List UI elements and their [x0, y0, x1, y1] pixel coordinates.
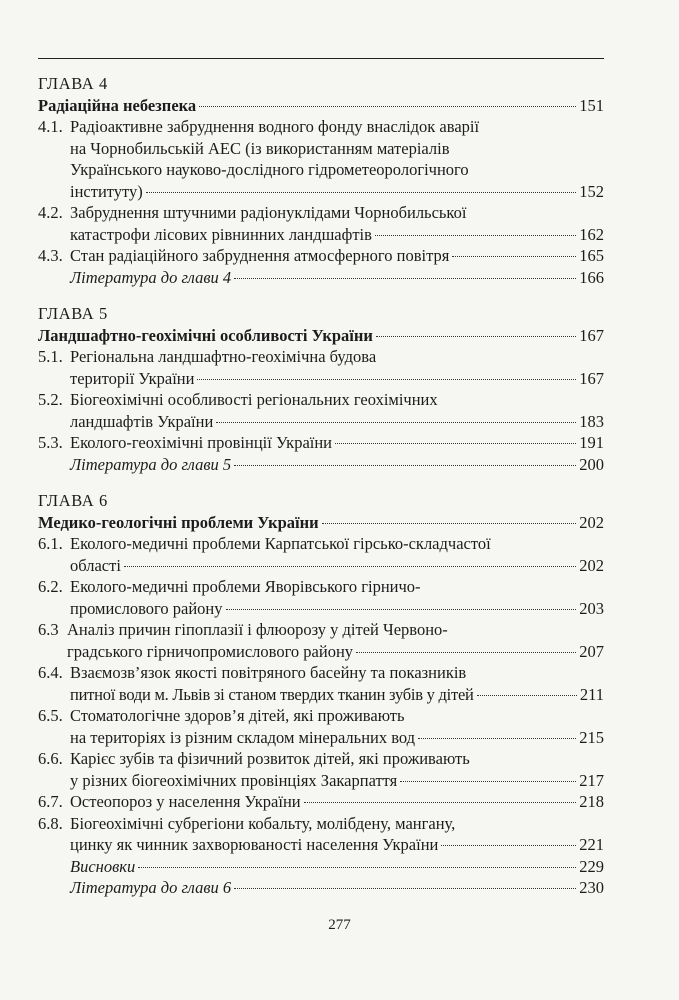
- dot-leader: [146, 192, 576, 193]
- page-ref: 152: [579, 181, 604, 201]
- dot-leader: [400, 781, 576, 782]
- section-number: 6.2.: [38, 577, 63, 596]
- dot-leader: [234, 278, 576, 279]
- chapter-title: Радіаційна небезпека: [38, 95, 197, 115]
- section-number: 6.8.: [38, 813, 63, 833]
- toc-entry[interactable]: [38, 748, 604, 791]
- toc-entry[interactable]: [38, 705, 604, 748]
- page-ref: 151: [579, 95, 604, 115]
- section-number: 5.1.: [38, 347, 63, 366]
- chapter-title-entry[interactable]: [38, 325, 604, 347]
- entry-text-line: цинку як чинник захворюваності населення України: [70, 835, 439, 854]
- page-ref: 230: [579, 878, 604, 897]
- header-rule: [38, 58, 604, 59]
- section-number: 5.2.: [38, 390, 63, 409]
- table-of-contents: [38, 73, 604, 899]
- entry-text-line: інституту): [70, 181, 143, 201]
- entry-text-line: Остеопороз у населення України: [70, 792, 301, 811]
- entry-text-line: Регіональна ландшафтно-геохімічна будова: [70, 347, 377, 366]
- chapter-title-entry[interactable]: [38, 95, 604, 117]
- section-number: 4.3.: [38, 246, 63, 265]
- dot-leader: [418, 738, 576, 739]
- entry-text-line: Біогеохімічні субрегіони кобальту, молібдену, мангану,: [70, 813, 456, 833]
- entry-text-line: Радіоактивне забруднення водного фонду внаслідок аварії: [70, 117, 480, 136]
- dot-leader: [322, 523, 577, 524]
- dot-leader: [138, 867, 576, 868]
- chapter-5: [38, 303, 604, 475]
- entry-text-line: території України: [70, 368, 195, 388]
- toc-entry[interactable]: [38, 346, 604, 389]
- section-number: 6.6.: [38, 749, 63, 768]
- toc-entry[interactable]: [38, 245, 604, 267]
- section-number: 4.1.: [38, 117, 63, 136]
- entry-text-line: Еколого-медичні проблеми Карпатської гірсько-складчастої: [70, 534, 491, 553]
- entry-text-line: питної води м. Львів зі станом твердих тканин зубів у дітей: [70, 684, 474, 704]
- page-number: 277: [328, 917, 351, 933]
- page-ref: 202: [579, 555, 604, 575]
- chapter-title: Ландшафтно-геохімічні особливості України: [38, 325, 373, 345]
- chapter-6: [38, 490, 604, 899]
- dot-leader: [226, 609, 577, 610]
- entry-text-line: Забруднення штучними радіонуклідами Чорнобильської: [70, 203, 467, 222]
- chapter-title: Медико-геологічні проблеми України: [38, 512, 319, 532]
- page-ref: 162: [579, 224, 604, 244]
- dot-leader: [441, 845, 576, 846]
- chapter-label: ГЛАВА 5: [38, 304, 108, 323]
- toc-entry[interactable]: [38, 791, 604, 813]
- dot-leader: [452, 256, 576, 257]
- section-number: 4.2.: [38, 203, 63, 222]
- dot-leader: [477, 695, 577, 696]
- dot-leader: [124, 566, 576, 567]
- entry-text-line: Еколого-геохімічні провінції України: [70, 433, 333, 452]
- literature-entry[interactable]: [38, 877, 604, 899]
- section-number: 5.3.: [38, 433, 63, 452]
- literature-entry[interactable]: [38, 267, 604, 289]
- page-ref: 215: [579, 727, 604, 747]
- conclusions-label: Висновки: [70, 856, 136, 876]
- literature-label: Література до глави 6: [70, 878, 232, 897]
- dot-leader: [335, 443, 576, 444]
- entry-text-line: промислового району: [70, 598, 223, 618]
- section-number: 6.3: [38, 620, 59, 639]
- dot-leader: [376, 336, 576, 337]
- page-ref: 207: [579, 641, 604, 661]
- entry-text-line: катастрофи лісових рівнинних ландшафтів: [70, 224, 372, 244]
- literature-entry[interactable]: [38, 454, 604, 476]
- page-ref: 167: [579, 325, 604, 345]
- page-ref: 183: [579, 411, 604, 431]
- toc-entry[interactable]: [38, 116, 604, 202]
- chapter-title-entry[interactable]: [38, 512, 604, 534]
- section-number: 6.4.: [38, 663, 63, 682]
- entry-text-line: області: [70, 555, 121, 575]
- toc-entry[interactable]: [38, 662, 604, 705]
- toc-entry[interactable]: [38, 576, 604, 619]
- dot-leader: [375, 235, 576, 236]
- page-ref: 203: [579, 598, 604, 618]
- entry-text-line: Еколого-медичні проблеми Яворівського гірничо-: [70, 577, 421, 596]
- entry-text-line: на Чорнобильській АЕС (із використанням матеріалів: [70, 138, 450, 158]
- page-ref: 217: [579, 770, 604, 790]
- page-ref: 211: [579, 684, 604, 704]
- chapter-label: ГЛАВА 4: [38, 74, 108, 93]
- section-number: 6.5.: [38, 706, 63, 725]
- toc-entry[interactable]: [38, 619, 604, 662]
- section-number: 6.7.: [38, 792, 63, 811]
- chapter-4: [38, 73, 604, 288]
- dot-leader: [199, 106, 576, 107]
- entry-text-line: ландшафтів України: [70, 411, 214, 431]
- dot-leader: [234, 888, 576, 889]
- page-ref: 221: [579, 835, 604, 854]
- page-ref: 202: [579, 512, 604, 532]
- page-ref: 191: [579, 433, 604, 452]
- entry-text-line: Стан радіаційного забруднення атмосферного повітря: [70, 246, 450, 265]
- literature-label: Література до глави 4: [70, 267, 232, 287]
- toc-entry[interactable]: [38, 533, 604, 576]
- dot-leader: [356, 652, 576, 653]
- toc-entry[interactable]: [38, 389, 604, 432]
- toc-entry[interactable]: [38, 813, 604, 856]
- dot-leader: [304, 802, 577, 803]
- toc-entry[interactable]: [38, 432, 604, 454]
- entry-text-line: у різних біогеохімічних провінціях Закарпаття: [70, 770, 398, 790]
- entry-text-line: Карієс зубів та фізичний розвиток дітей, які проживають: [70, 749, 470, 768]
- entry-text-line: на територіях із різним складом мінеральних вод: [70, 727, 416, 747]
- page-ref: 166: [579, 267, 604, 287]
- entry-text-line: Біогеохімічні особливості регіональних геохімічних: [70, 390, 438, 409]
- entry-text-line: Взаємозв’язок якості повітряного басейну та показників: [70, 663, 467, 682]
- page-ref: 229: [579, 856, 604, 876]
- dot-leader: [216, 422, 576, 423]
- page-ref: 165: [579, 246, 604, 265]
- dot-leader: [234, 465, 576, 466]
- dot-leader: [197, 379, 576, 380]
- entry-text-line: Аналіз причин гіпоплазії і флюорозу у дітей Червоно-: [67, 620, 448, 639]
- section-number: 6.1.: [38, 534, 63, 553]
- conclusions-entry[interactable]: [38, 856, 604, 878]
- chapter-label: ГЛАВА 6: [38, 491, 108, 510]
- page-ref: 200: [579, 454, 604, 474]
- entry-text-line: Українського науково-дослідного гідрометеорологічного: [70, 160, 469, 179]
- entry-text-line: градського гірничопромислового району: [67, 641, 354, 661]
- entry-text-line: Стоматологічне здоров’я дітей, які проживають: [70, 706, 405, 725]
- literature-label: Література до глави 5: [70, 454, 232, 474]
- page-ref: 167: [579, 368, 604, 388]
- page-ref: 218: [579, 792, 604, 811]
- toc-entry[interactable]: [38, 202, 604, 245]
